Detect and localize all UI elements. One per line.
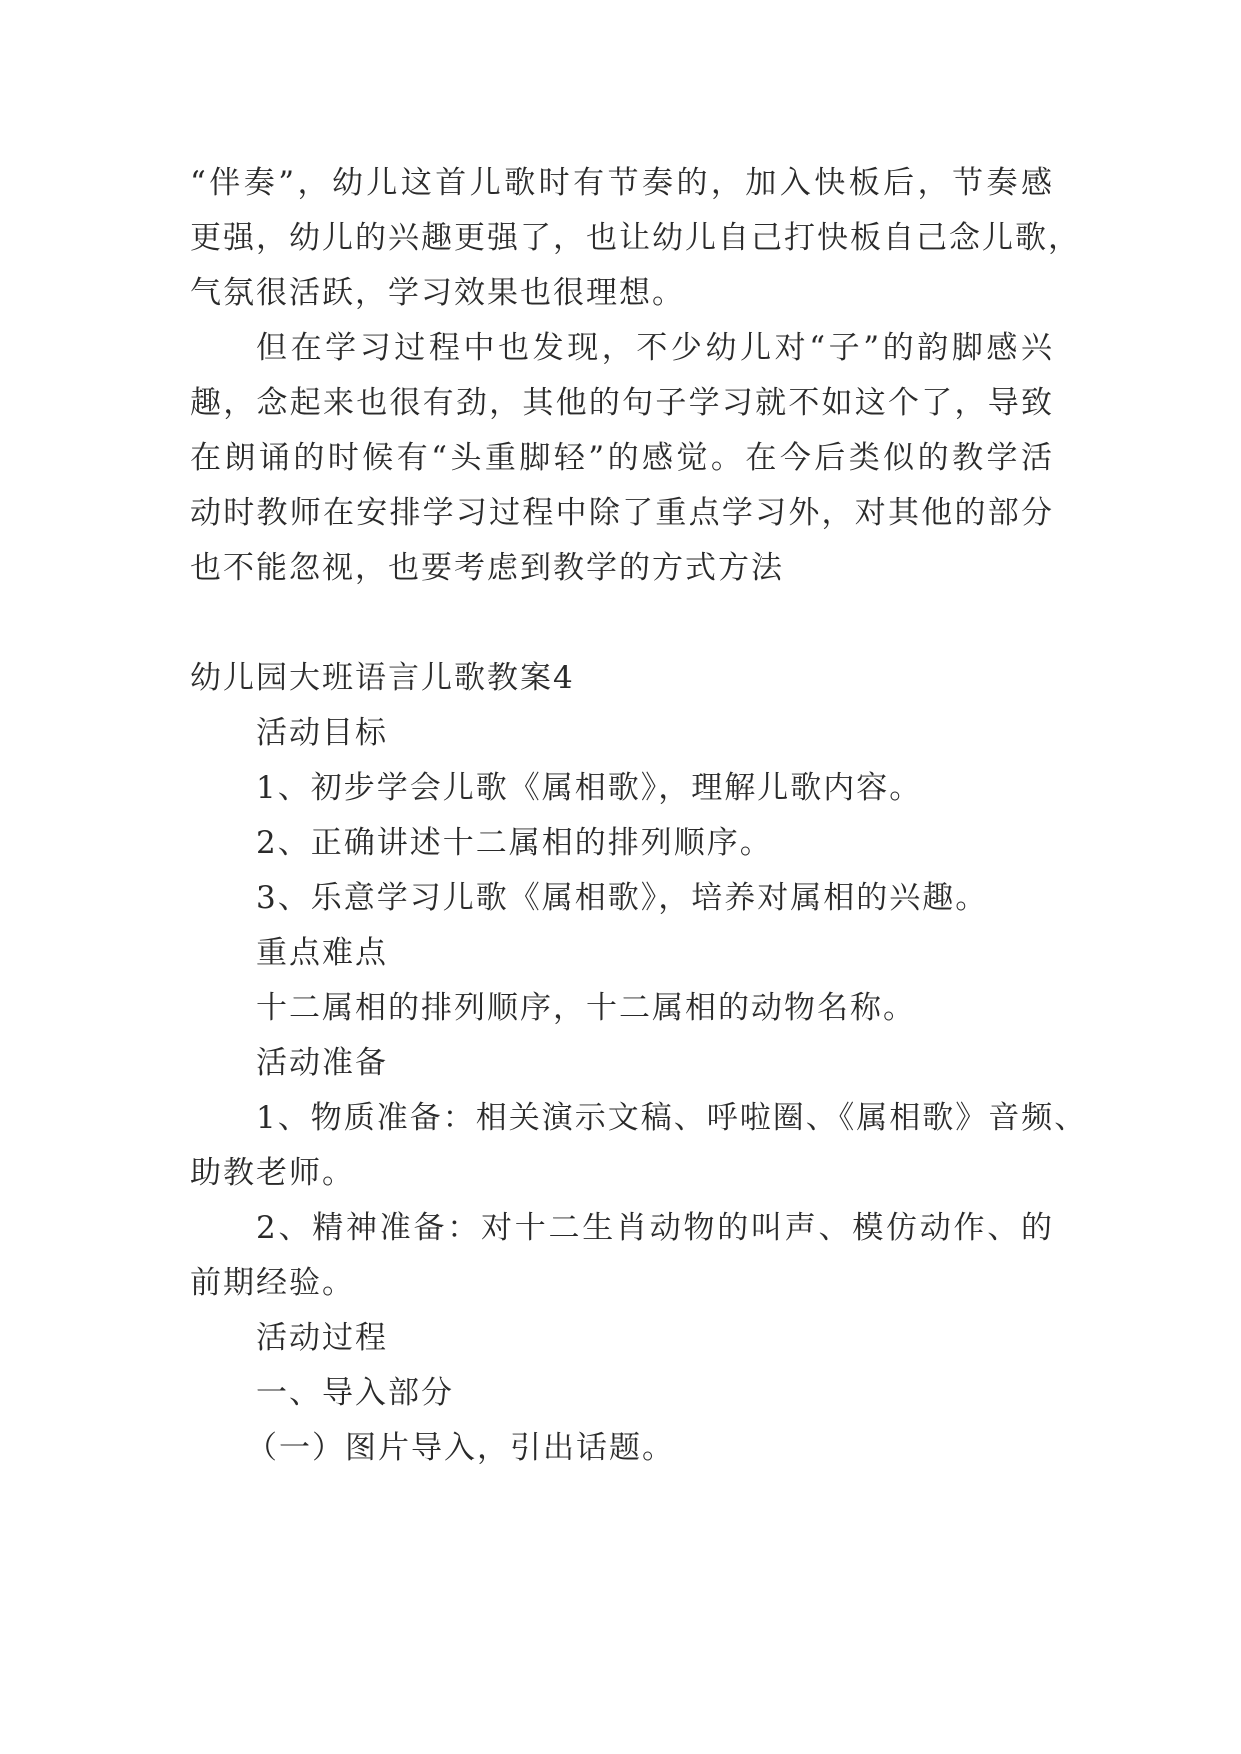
goal-item: 3、乐意学习儿歌《属相歌》，培养对属相的兴趣。 bbox=[256, 880, 989, 916]
paragraph-line: 气氛很活跃，学习效果也很理想。 bbox=[190, 275, 685, 311]
goals-heading: 活动目标 bbox=[256, 715, 388, 751]
paragraph-line: 更强，幼儿的兴趣更强了，也让幼儿自己打快板自己念儿歌， bbox=[190, 220, 1081, 256]
goal-item: 1、初步学会儿歌《属相歌》，理解儿歌内容。 bbox=[256, 770, 923, 806]
paragraph-line: “伴奏”，幼儿这首儿歌时有节奏的，加入快板后，节奏感 bbox=[190, 165, 1054, 201]
key-points-heading: 重点难点 bbox=[256, 935, 388, 971]
goal-item: 2、正确讲述十二属相的排列顺序。 bbox=[256, 825, 773, 861]
section-title: 幼儿园大班语言儿歌教案4 bbox=[190, 660, 575, 696]
paragraph-line: 动时教师在安排学习过程中除了重点学习外，对其他的部分 bbox=[190, 495, 1054, 531]
paragraph-line: 趣，念起来也很有劲，其他的句子学习就不如这个了，导致 bbox=[190, 385, 1054, 421]
process-heading: 活动过程 bbox=[256, 1320, 388, 1356]
process-part: 一、导入部分 bbox=[256, 1375, 454, 1411]
paragraph-line: 也不能忽视，也要考虑到教学的方式方法 bbox=[190, 550, 784, 586]
prep-item-line: 前期经验。 bbox=[190, 1265, 355, 1301]
key-points-text: 十二属相的排列顺序，十二属相的动物名称。 bbox=[256, 990, 916, 1026]
paragraph-line: 但在学习过程中也发现，不少幼儿对“子”的韵脚感兴 bbox=[256, 330, 1054, 366]
paragraph-line: 在朗诵的时候有“头重脚轻”的感觉。在今后类似的教学活 bbox=[190, 440, 1054, 476]
process-step: （一）图片导入，引出话题。 bbox=[246, 1430, 675, 1466]
prep-item-line: 2、精神准备：对十二生肖动物的叫声、模仿动作、的 bbox=[256, 1210, 1054, 1246]
prep-item-line: 助教老师。 bbox=[190, 1155, 355, 1191]
prep-item-line: 1、物质准备：相关演示文稿、呼啦圈、《属相歌》音频、 bbox=[256, 1100, 1088, 1136]
prep-heading: 活动准备 bbox=[256, 1045, 388, 1081]
